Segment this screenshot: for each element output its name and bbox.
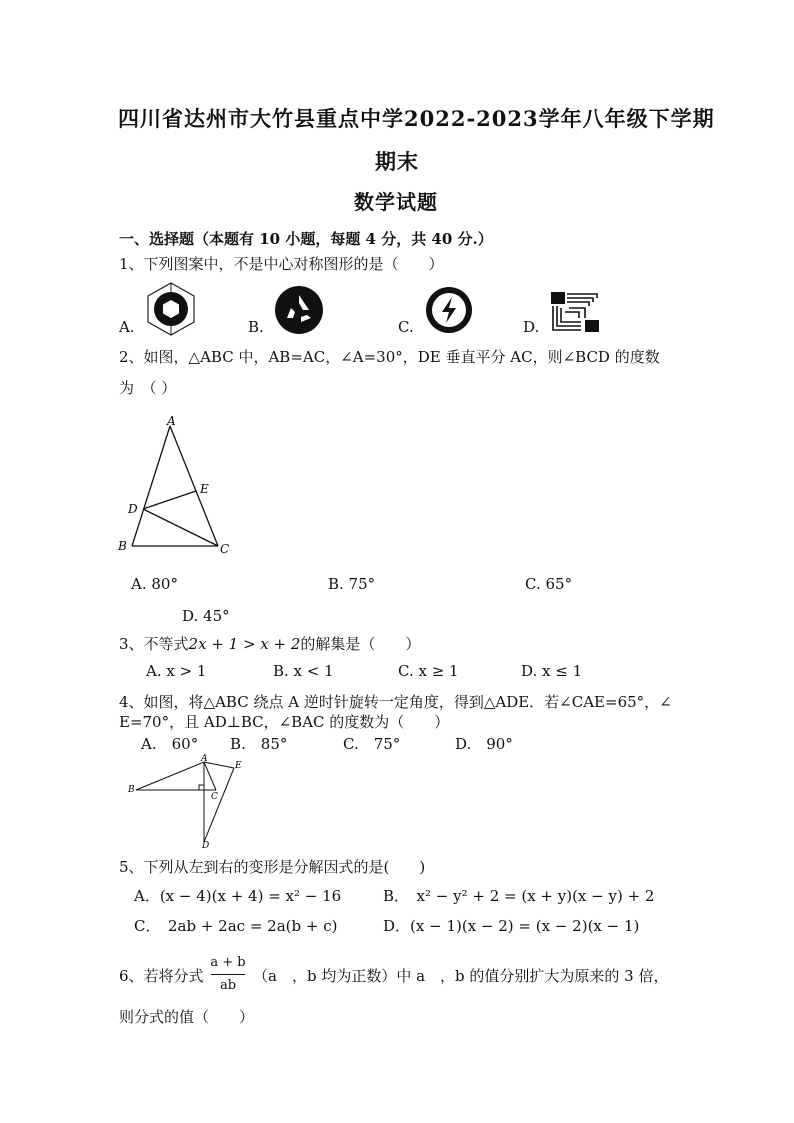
label-d: D — [128, 502, 138, 516]
q6-denominator: ab — [219, 978, 237, 993]
q4-option-d: D. 90° — [455, 735, 513, 753]
q5-option-a: A．(x − 4)(x + 4) = x² − 16 — [134, 887, 342, 905]
lightning-bolt-icon — [424, 285, 474, 335]
q3-option-a: A. x > 1 — [146, 662, 207, 680]
question-2-stem-line1: 2、如图，△ABC 中，AB=AC，∠A=30°，DE 垂直平分 AC，则∠BCD 的度数 — [119, 348, 660, 366]
page-subtitle: 数学试题 — [354, 190, 438, 214]
q3-option-d: D. x ≤ 1 — [521, 662, 583, 680]
question-6-prefix: 6、若将分式 — [119, 967, 204, 985]
rotation-diagram — [124, 754, 254, 850]
label-e: E — [200, 482, 209, 496]
question-3-stem — [119, 633, 420, 654]
recycle-arrows-icon — [273, 284, 325, 336]
q4-option-b: B. 85° — [230, 735, 288, 753]
q1-option-b-label: B. — [248, 318, 264, 336]
q3-option-b: B. x < 1 — [273, 662, 334, 680]
section-heading: 一、选择题（本题有 10 小题，每题 4 分，共 40 分.） — [119, 230, 493, 248]
q3-prefix: 3、不等式 — [119, 635, 189, 653]
label-c: C — [220, 542, 230, 556]
q6-numerator: a + b — [210, 955, 246, 970]
rot-label-e: E — [235, 761, 242, 771]
rot-label-b: B — [128, 785, 135, 795]
q2-option-d: D. 45° — [182, 607, 230, 625]
q5-option-b: B． x² − y² + 2 = (x + y)(x − y) + 2 — [383, 887, 655, 905]
rot-label-d: D — [202, 841, 210, 850]
stacked-squares-icon — [549, 290, 601, 334]
q1-option-d-label: D. — [523, 318, 540, 336]
triangle-abc-diagram — [114, 412, 244, 560]
question-6-suffix: （a ，b 均为正数）中 a ，b 的值分别扩大为原来的 3 倍， — [253, 967, 669, 985]
q4-option-a: A. 60° — [141, 735, 199, 753]
q6-fraction-bar — [211, 974, 245, 975]
rot-label-c: C — [211, 792, 218, 802]
q3-inequality: 2x + 1 > x + 2 — [188, 635, 301, 653]
q2-option-a: A. 80° — [131, 575, 178, 593]
q1-option-a-label: A. — [119, 318, 135, 336]
rot-label-a: A — [201, 754, 208, 764]
page-title-line1: 四川省达州市大竹县重点中学2022-2023学年八年级下学期 — [118, 106, 715, 131]
q3-option-c: C. x ≥ 1 — [398, 662, 459, 680]
q5-option-d: D．(x − 1)(x − 2) = (x − 2)(x − 1) — [383, 917, 640, 935]
question-2-stem-line2: 为 （ ） — [119, 379, 177, 397]
question-6-line2: 则分式的值（ ） — [119, 1008, 255, 1026]
hexagon-nut-icon — [141, 281, 201, 337]
question-4-stem-line1: 4、如图，将△ABC 绕点 A 逆时针旋转一定角度，得到△ADE．若∠CAE=65°，∠ — [119, 693, 672, 711]
q3-suffix: 的解集是（ ） — [300, 635, 421, 653]
q2-option-b: B. 75° — [328, 575, 376, 593]
question-4-stem-line2: E=70°，且 AD⊥BC，∠BAC 的度数为（ ） — [119, 713, 450, 731]
label-b: B — [118, 539, 127, 553]
question-1-stem: 1、下列图案中，不是中心对称图形的是（ ） — [119, 255, 444, 273]
q2-option-c: C. 65° — [525, 575, 573, 593]
q5-option-c: C． 2ab + 2ac = 2a(b + c) — [134, 917, 338, 935]
label-a: A — [167, 414, 176, 428]
question-5-stem: 5、下列从左到右的变形是分解因式的是( ) — [119, 858, 426, 876]
q4-option-c: C. 75° — [343, 735, 401, 753]
page-title-line2: 期末 — [375, 149, 419, 174]
q1-option-c-label: C. — [398, 318, 414, 336]
